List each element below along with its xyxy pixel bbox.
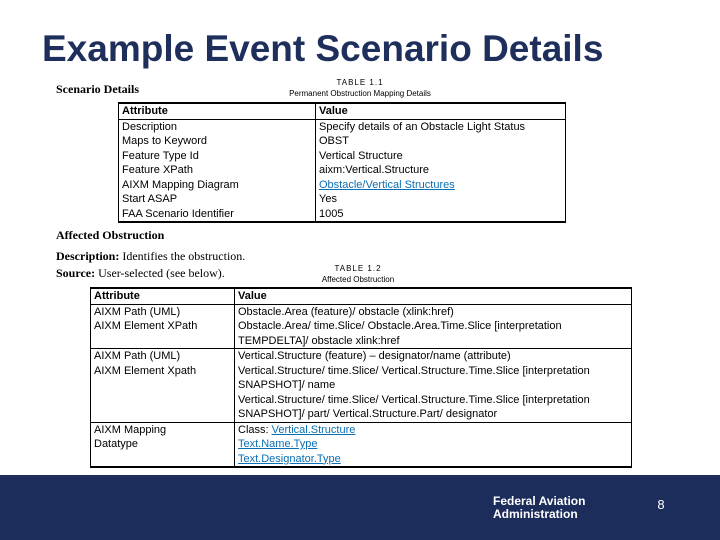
table2-caption <box>298 263 418 285</box>
class-label: Class: <box>238 423 272 436</box>
table1-caption <box>260 77 460 99</box>
table-row <box>119 207 566 223</box>
source-line <box>56 266 225 281</box>
attribute-line: Datatype <box>94 438 139 450</box>
attribute-cell: Maps to Keyword <box>119 134 316 149</box>
table-header-row <box>91 288 632 304</box>
attribute-cell: AIXM Mapping Diagram <box>119 178 316 193</box>
value-cell: aixm:Vertical.Structure <box>316 163 566 178</box>
attribute-cell <box>91 349 235 423</box>
table2-caption-title: Affected Obstruction <box>321 275 395 284</box>
attribute-cell: Feature XPath <box>119 163 316 178</box>
value-line <box>238 452 628 467</box>
value-line: Vertical.Structure/ time.Slice/ Vertical.Structure.Time.Slice [interpretation <box>238 393 590 406</box>
value-line: Obstacle.Area (feature)/ obstacle (xlink:href) <box>238 305 454 318</box>
footer-bar <box>0 475 720 540</box>
value-line: SNAPSHOT]/ part/ Vertical.Structure.Part/ designator <box>238 408 498 420</box>
table-row <box>119 149 566 164</box>
value-line: SNAPSHOT]/ name <box>238 379 336 391</box>
table1-caption-number: TABLE 1.1 <box>336 78 384 87</box>
attribute-line: AIXM Path (UML) <box>94 350 181 362</box>
table-row <box>91 349 632 423</box>
table-row <box>119 119 566 134</box>
description-line <box>56 249 245 264</box>
scenario-details-heading: Scenario Details <box>56 82 139 96</box>
table1-caption-title: Permanent Obstruction Mapping Details <box>289 89 431 98</box>
vertical-structure-link[interactable]: Vertical.Structure <box>271 423 356 436</box>
column-header-attribute: Attribute <box>119 103 316 119</box>
attribute-cell: Feature Type Id <box>119 149 316 164</box>
attribute-line: AIXM Element Xpath <box>94 364 197 377</box>
value-line: Obstacle.Area/ time.Slice/ Obstacle.Area.Time.Slice [interpretation <box>238 320 562 332</box>
value-line: TEMPDELTA]/ obstacle xlink:href <box>238 334 400 347</box>
page-number: 8 <box>657 497 665 512</box>
attribute-cell: FAA Scenario Identifier <box>119 207 316 223</box>
text-name-type-link[interactable]: Text.Name.Type <box>238 438 318 450</box>
attribute-cell <box>91 304 235 349</box>
attribute-cell: Start ASAP <box>119 192 316 207</box>
column-header-attribute: Attribute <box>91 288 235 304</box>
table-row <box>119 134 566 149</box>
faa-line-1: Federal Aviation <box>493 494 586 508</box>
attribute-line: AIXM Mapping <box>94 423 167 436</box>
faa-line-2: Administration <box>493 507 578 521</box>
affected-obstruction-table <box>90 287 632 468</box>
attribute-line: AIXM Element XPath <box>94 320 198 332</box>
faa-wordmark <box>493 495 585 521</box>
table-header-row <box>119 103 566 119</box>
text-designator-type-link[interactable]: Text.Designator.Type <box>238 452 341 465</box>
column-header-value: Value <box>316 103 566 119</box>
value-line: Vertical.Structure (feature) – designator/name (attribute) <box>238 350 511 362</box>
table-row <box>119 163 566 178</box>
source-text: User-selected (see below). <box>98 266 225 280</box>
mapping-diagram-link[interactable]: Obstacle/Vertical Structures <box>319 178 455 191</box>
column-header-value: Value <box>235 288 632 304</box>
slide-title: Example Event Scenario Details <box>42 28 604 69</box>
value-cell <box>235 422 632 467</box>
description-text: Identifies the obstruction. <box>122 249 246 263</box>
value-cell: Yes <box>316 192 566 207</box>
description-label: Description: <box>56 249 120 263</box>
value-cell: 1005 <box>316 207 566 223</box>
value-line: Vertical.Structure/ time.Slice/ Vertical.Structure.Time.Slice [interpretation <box>238 364 590 377</box>
table2-caption-number: TABLE 1.2 <box>334 264 382 273</box>
mapping-details-table <box>118 102 566 223</box>
value-cell <box>235 304 632 349</box>
attribute-cell: Description <box>119 119 316 134</box>
attribute-line: AIXM Path (UML) <box>94 305 181 318</box>
source-label: Source: <box>56 266 96 280</box>
value-cell: Specify details of an Obstacle Light Status <box>316 119 566 134</box>
value-cell <box>235 349 632 423</box>
affected-obstruction-heading: Affected Obstruction <box>56 228 165 242</box>
table-row <box>91 304 632 349</box>
table-row <box>119 178 566 193</box>
table-row <box>119 192 566 207</box>
value-cell <box>316 178 566 193</box>
attribute-cell <box>91 422 235 467</box>
value-cell: Vertical Structure <box>316 149 566 164</box>
table-row <box>91 422 632 467</box>
value-line <box>238 423 628 438</box>
value-cell: OBST <box>316 134 566 149</box>
value-line <box>238 437 628 452</box>
